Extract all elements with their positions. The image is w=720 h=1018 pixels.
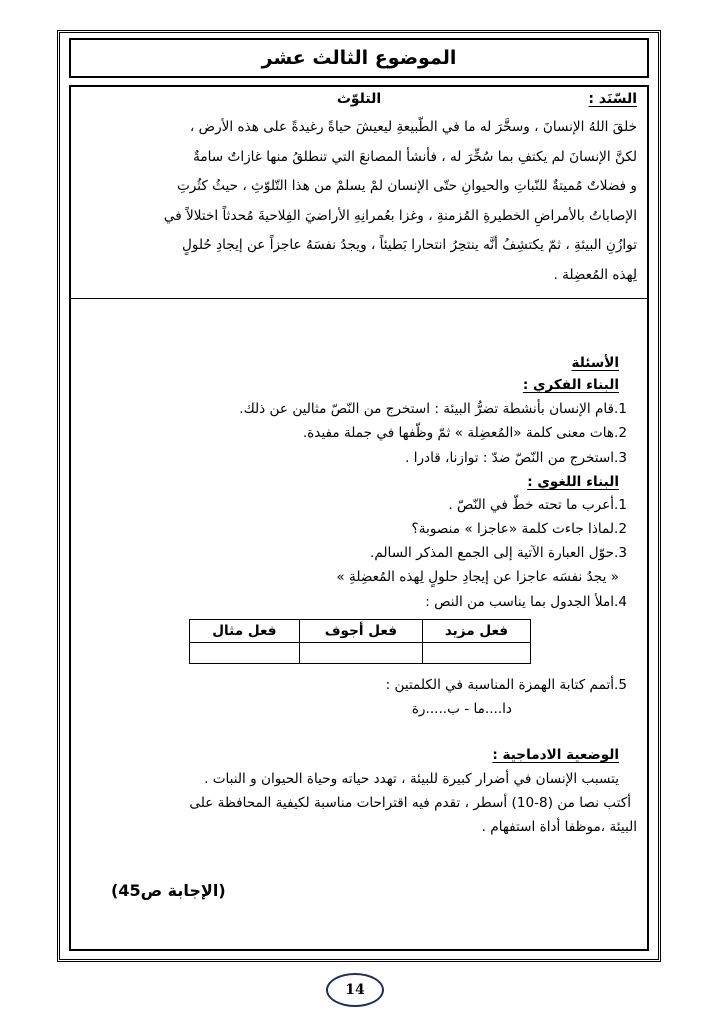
text-title: التلوّث — [336, 91, 382, 107]
table-cell[interactable] — [422, 643, 530, 664]
hamza-words: دا....ما - ب.....رة — [411, 701, 512, 717]
question-item: 2.هات معنى كلمة «المُعضِلة » ثمّ وظّفها في جملة مفيدة. — [302, 425, 627, 441]
table-cell[interactable] — [299, 643, 422, 664]
verbs-table — [189, 619, 531, 664]
table-header: فعل مثال — [190, 620, 300, 643]
fikri-heading: البناء الفكري : — [522, 377, 619, 393]
questions-section — [69, 299, 649, 951]
passage-line: الإصاباتُ بالأمراضِ الخطيرةِ المُزمنةِ ، وغزا بعُمرانِهِ الأراضيَ الفِلاحيةَ مُحدثاً اختلالاً في — [163, 207, 637, 224]
answer-reference: (الإجابة ص45) — [111, 881, 226, 900]
table-header: فعل مزيد — [422, 620, 530, 643]
page-frame — [57, 30, 661, 962]
questions-heading: الأسئلة — [571, 355, 619, 371]
passage-line: لِهذه المُعضِلة . — [553, 266, 637, 283]
passage-line: و فضلاتٌ مُميتةٌ للنّباتِ والحيوانِ حتّى الإنسان لمْ يسلمْ من هذا التّلوّثِ ، حيثُ كثُرتِ — [176, 178, 637, 194]
question-item: 1.أعرب ما تحته خطّ في النّصّ . — [448, 497, 627, 513]
page-number: 14 — [326, 973, 384, 1007]
question-item: 2.لماذا جاءت كلمة «عاجزا » منصوبة؟ — [411, 521, 627, 537]
integration-heading: الوضعية الادماجية : — [492, 747, 619, 763]
passage-line: لكنَّ الإنسانَ لم يكتفِ بما سُخِّرَ له ، فأنشأ المصانعَ التي تنطلقُ منها غازاتٌ سامةٌ — [193, 148, 637, 165]
question-item: 4.املأ الجدول بما يناسب من النص : — [425, 594, 627, 610]
sanad-section — [69, 85, 649, 299]
question-item: 5.أتمم كتابة الهمزة المناسبة في الكلمتين : — [385, 677, 627, 693]
sanad-label: السّنَد : — [588, 91, 637, 107]
integration-line: أكتب نصا من (8-10) أسطر ، تقدم فيه اقتراحات مناسبة لكيفية المحافظة على — [189, 795, 631, 811]
passage — [81, 113, 637, 290]
table-cell[interactable] — [190, 643, 300, 664]
topic-title: الموضوع الثالث عشر — [69, 38, 649, 78]
quote-phrase: « يجدُ نفسَه عاجزا عن إيجادِ حلولٍ لِهذه المُعضِلةِ » — [336, 569, 619, 585]
question-item: 3.حوّل العبارة الآتية إلى الجمع المذكر السالم. — [370, 545, 627, 561]
integration-line: يتسبب الإنسان في أضرار كبيرة للبيئة ، تهدد حياته وحياة الحيوان و النبات . — [204, 771, 619, 787]
passage-line: توازُنِ البيئةِ ، ثمّ يكتشِفُ أنَّه ينتحِرُ انتحارا بَطيئاً ، ويجدُ نفسَهُ عاجزاً عن إيجادِ حُلولٍ — [181, 237, 637, 253]
lughawi-heading: البناء اللغوي : — [527, 474, 619, 490]
question-item: 1.قام الإنسان بأنشطة تضرُّ البيئة : استخرج من النّصّ مثالين عن ذلك. — [239, 401, 627, 417]
integration-line: البيئة ،موظفا أداة استفهام . — [481, 819, 637, 835]
question-item: 3.استخرج من النّصّ ضدّ : توازنا، قادرا . — [405, 450, 627, 466]
table-header: فعل أجوف — [299, 620, 422, 643]
passage-line: خلقَ اللهُ الإنسانَ ، وسخَّرَ له ما في الطّبيعةِ ليعيشَ حياةً رغيدةً على هذه الأرض ، — [189, 119, 637, 135]
